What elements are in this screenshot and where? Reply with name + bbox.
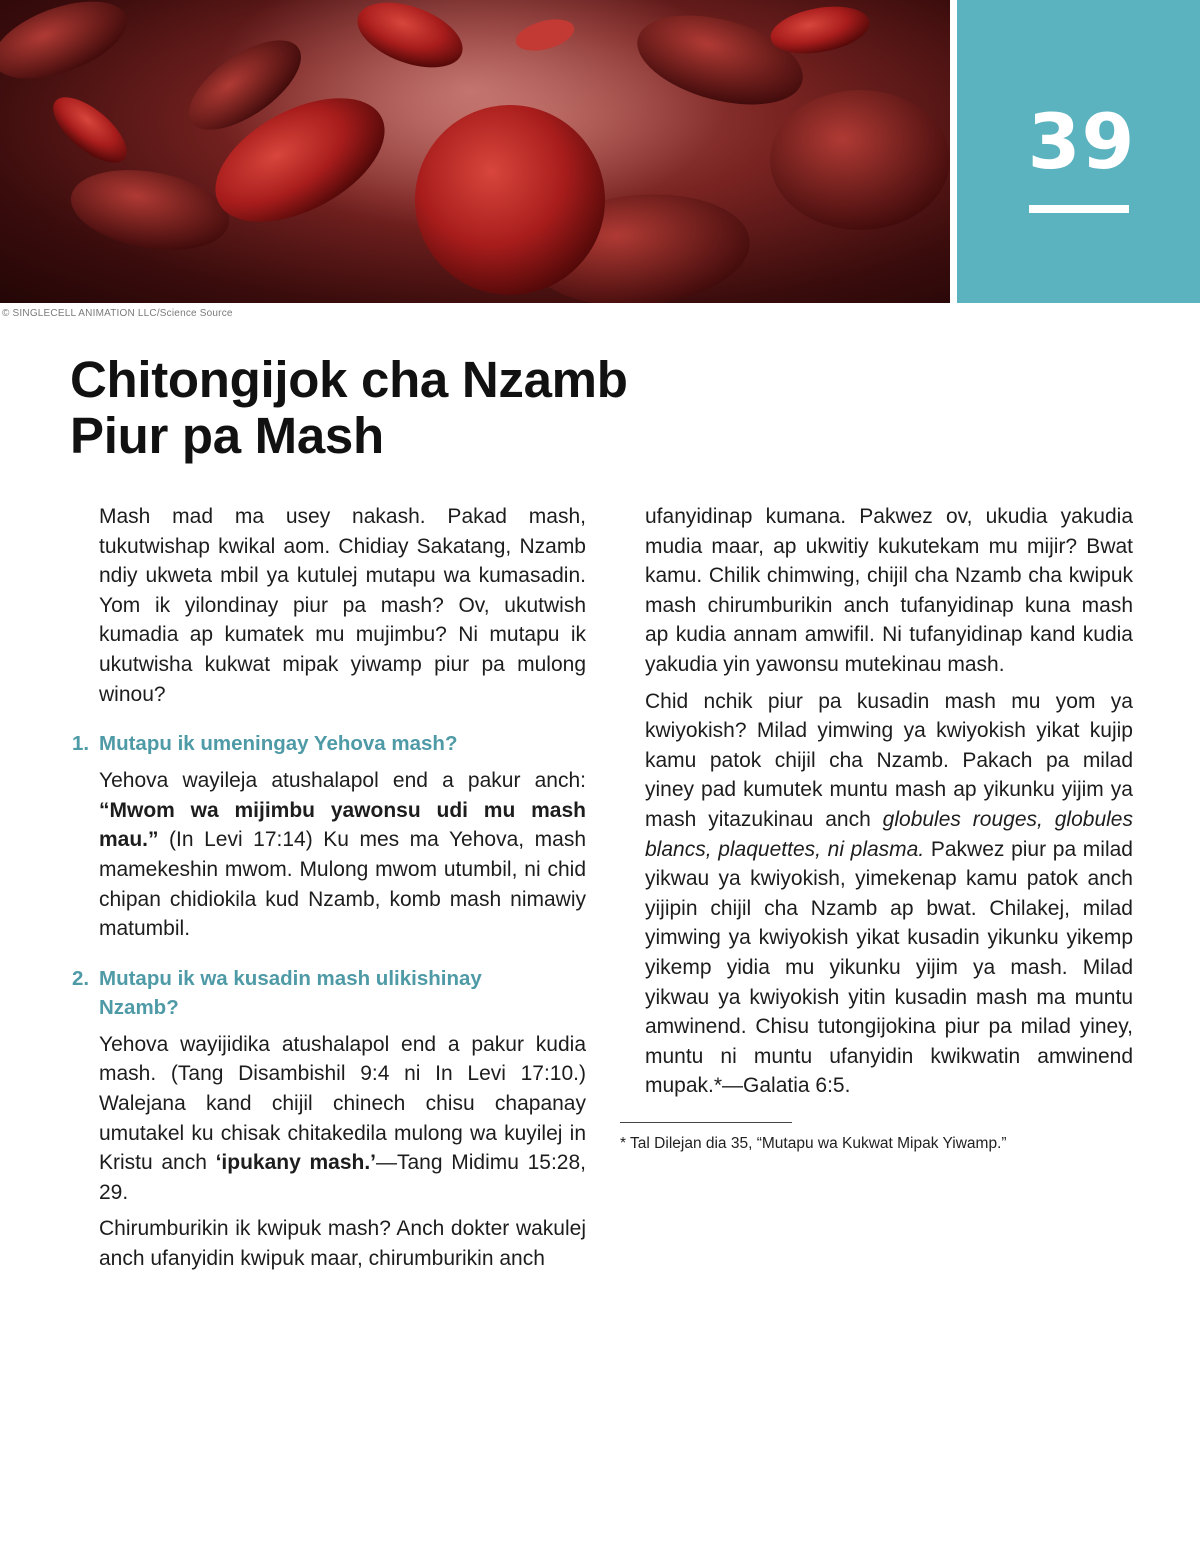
question-1-heading [72,729,586,758]
q2-scripture-quote: ‘ipukany mash.’ [215,1151,376,1175]
page-title [70,352,628,464]
lesson-underline [1029,205,1129,213]
q2-p1-text-b: —Tang Midimu 15:28, 29. [99,1151,586,1204]
header-photo [0,0,950,303]
footnote: * Tal Dilejan dia 35, “Mutapu wa Kukwat Mipak Yiwamp.” [620,1135,1007,1152]
q1-scripture-quote: “Mwom wa mijimbu yawonsu udi mu mash mau.” [99,798,586,852]
question-1-number: 1. [72,732,90,756]
intro-paragraph: Mash mad ma usey nakash. Pakad mash, tukutwishap kwikal aom. Chidiay Sakatang, Nzamb ndiy ukweta mbil ya kutulej mutapu wa kumasadin. Yom ik yilondinay piur pa mash? Ov, ukutwish kumadia ap kumatek mu mujimbu? Ni mutapu ik ukutwisha kukwat mipak yiwamp piur pa mulong winou? [99,505,586,706]
blood-cells-illustration [0,0,950,303]
right-column [645,502,1133,1108]
lesson-number-box [957,0,1200,303]
q2-p1-text-a: Yehova wayijidika atushalapol end a pakur kudia mash. (Tang Disambishil 9:4 ni In Levi 17:10.) Walejana kand chijil chinech chisu chapanay umutakel ku chisak chitakedila mulong wa kuyilej in Kristu anch [99,1032,586,1175]
left-column [72,502,586,1280]
question-2-number: 2. [72,966,90,990]
question-1-paragraph [99,766,586,944]
title-line-2: Piur pa Mash [70,407,384,464]
q1-text-a: Yehova wayileja atushalapol end a pakur anch: [99,769,586,793]
q2-p3-text-a: Chid nchik piur pa kusadin mash mu yom ya kwiyokish? Milad yimwing ya kwiyokish yikat kujip kamu patok chijil cha Nzamb. Pakach pa milad yiney pad kumutek muntu mash ap yikunku yijim ya mash yitazukinau anch [645,689,1133,831]
question-2-paragraph-2: Chirumburikin ik kwipuk mash? Anch dokter wakulej anch ufanyidin kwipuk maar, chirumburikin anch [99,1217,586,1270]
photo-credit: © SINGLECELL ANIMATION LLC/Science Source [2,308,233,319]
q2-blood-components: globules rouges, globules blancs, plaquettes, ni plasma. [645,807,1133,861]
question-2-paragraph-3 [645,687,1133,1101]
q1-text-b: (In Levi 17:14) Ku mes ma Yehova, mash mamekeshin mwom. Mulong mwom utumbil, ni chid chipan chidiokila kud Nzamb, komb mash nimawiy matumbil. [99,828,586,941]
question-2-paragraph-2-continued: ufanyidinap kumana. Pakwez ov, ukudia yakudia mudia maar, ap ukwitiy kukutekam mu mijir? Bwat kamu. Chilik chimwing, chijil cha Nzamb cha kwipuk mash chirumburikin anch tufanyidinap kuna mash ap kudia annam amwifil. Ni tufanyidinap kand kudia yakudia yin yawonsu mutekinau mash. [645,505,1133,676]
question-2-text: Mutapu ik wa kusadin mash ulikishinay Nzamb? [99,966,482,1019]
question-2-paragraph-1 [99,1030,586,1208]
question-1-text: Mutapu ik umeningay Yehova mash? [99,732,458,756]
q2-p3-text-b: Pakwez piur pa milad yikwau ya kwiyokish, yimekenap kamu patok anch yijipin chijil cha Nzamb ap bwat. Chilakej, milad yimwing ya kwiyokish yikat kusadin yikunku yikemp yikemp yidia mu yikunku yijim ya mash. Milad yikwau ya kwiyokish yitin kusadin mash ma muntu amwinend. Chisu tutongijokina piur pa milad yiney, muntu ni muntu ufanyidin kwikwatin amwinend mupak.*—Galatia 6:5. [645,837,1133,1098]
title-line-1: Chitongijok cha Nzamb [70,351,628,408]
lesson-number: 39 [1027,97,1136,186]
footnote-divider [620,1122,792,1123]
question-2-heading [72,964,586,1022]
